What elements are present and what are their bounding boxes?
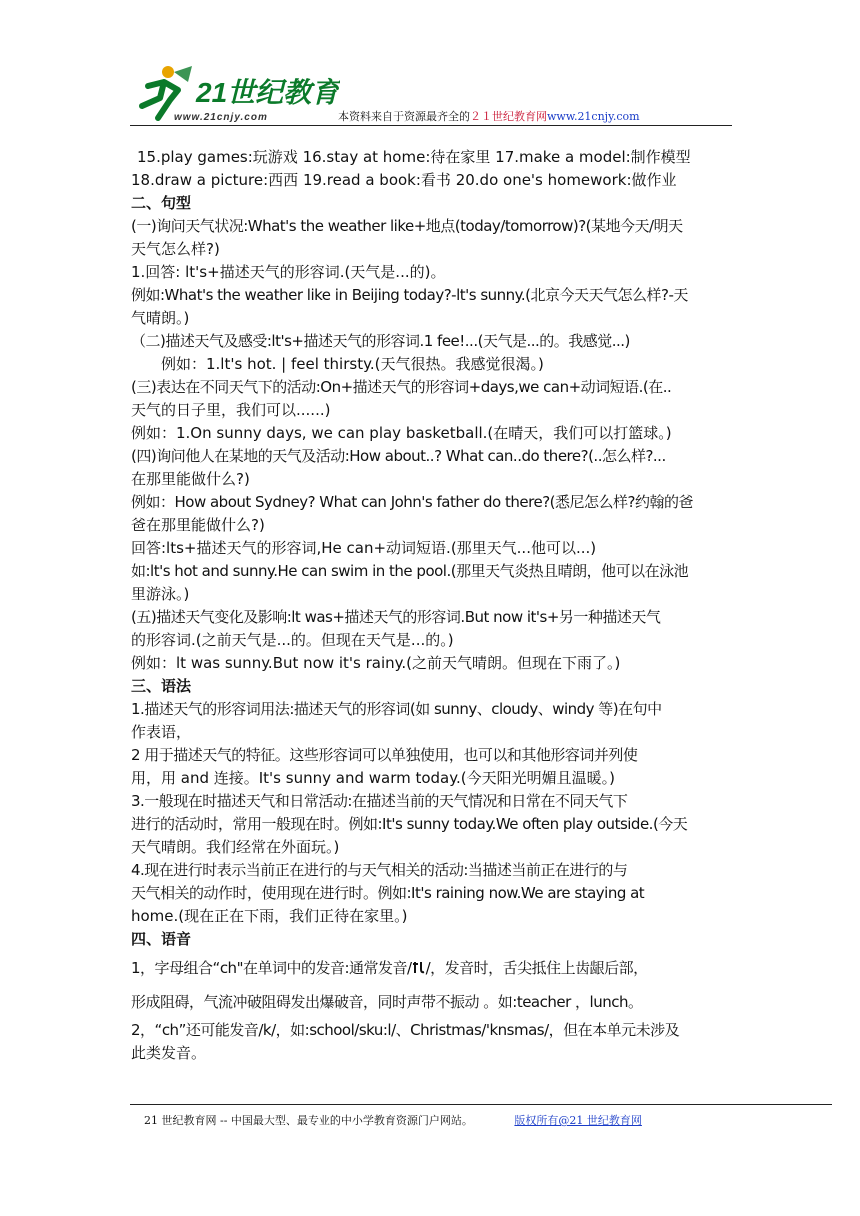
text-line: 回答:lts+描述天气的形容词,He can+动词短语.(那里天气...他可以...) xyxy=(131,539,597,557)
text-line: 气晴朗。) xyxy=(131,309,190,327)
section-heading-pronunciation: 四、语音 xyxy=(131,930,192,948)
text-line: (五)描述天气变化及影响:lt was+描述天气的形容词.But now it's+另一种描述天气 xyxy=(131,608,661,626)
phonetic-symbol-icon xyxy=(412,961,426,975)
document-body xyxy=(131,146,731,1065)
text-line: 例如：1.On sunny days, we can play basketball.(在晴天，我们可以打篮球。) xyxy=(131,424,672,442)
text-line: 2，“ch”还可能发音/k/，如:school/sku:l/、Christmas/'knsmas/，但在本单元未涉及 xyxy=(131,1021,680,1039)
page-footer xyxy=(144,1112,642,1128)
svg-text:www.21cnjy.com: www.21cnjy.com xyxy=(174,112,268,123)
text-line: 进行的活动时，常用一般现在时。例如:It's sunny today.We often play outside.(今天 xyxy=(131,815,688,833)
text-line: 例如:What's the weather like in Beijing today?-lt's sunny.(北京今天天气怎么样?-天 xyxy=(131,286,688,304)
text-line: 的形容词.(之前天气是...的。但现在天气是...的。) xyxy=(131,631,454,649)
text-line: 天气的日子里，我们可以......) xyxy=(131,401,331,419)
running-man-icon xyxy=(142,66,192,118)
header-divider xyxy=(130,125,732,126)
text-line: 在那里能做什么?) xyxy=(131,470,250,488)
text-line: （二)描述天气及感受:lt's+描述天气的形容词.1 fee!...(天气是...的。我感觉...) xyxy=(131,332,630,350)
svg-text:21世纪教育: 21世纪教育 xyxy=(196,77,340,108)
footer-text: 21 世纪教育网 -- 中国最大型、最专业的中小学教育资源门户网站。 xyxy=(144,1114,473,1127)
text-line: 用，用 and 连接。It's sunny and warm today.(今天阳光明媚且温暖。) xyxy=(131,769,615,787)
section-heading-sentences: 二、句型 xyxy=(131,194,192,212)
text-line: 爸在那里能做什么?) xyxy=(131,516,265,534)
text-line: 天气晴朗。我们经常在外面玩。) xyxy=(131,838,340,856)
text-line: (三)表达在不同天气下的活动:On+描述天气的形容词+days,we can+动词短语.(在.. xyxy=(131,378,672,396)
footer-copyright-link[interactable]: 版权所有@21 世纪教育网 xyxy=(514,1114,642,1127)
text-line xyxy=(131,951,731,985)
text-line: 2 用于描述天气的特征。这些形容词可以单独使用，也可以和其他形容词并列使 xyxy=(131,746,638,764)
text-line: (一)询问天气状况:What's the weather like+地点(today/tomorrow)?(某地今天/明天 xyxy=(131,217,683,235)
text-line: 4.现在进行时表示当前正在进行的与天气相关的活动:当描述当前正在进行的与 xyxy=(131,861,628,879)
text-line: 天气怎么样?) xyxy=(131,240,220,258)
text-line: 例如：How about Sydney? What can John's father do there?(悉尼怎么样?约翰的爸 xyxy=(131,493,693,511)
site-logo xyxy=(130,62,340,124)
text-span: 1，字母组合“ch"在单词中的发音:通常发音/ xyxy=(131,959,412,977)
section-heading-grammar: 三、语法 xyxy=(131,677,192,695)
vocab-line: 15.play games:玩游戏 16.stay at home:待在家里 17.make a model:制作模型 xyxy=(137,148,691,166)
text-line: 如:lt's hot and sunny.He can swim in the pool.(那里天气炎热且晴朗，他可以在泳池 xyxy=(131,562,689,580)
vocab-line: 18.draw a picture:西西 19.read a book:看书 20.do one's homework:做作业 xyxy=(131,171,677,189)
text-line: home.(现在正在下雨，我们正待在家里。) xyxy=(131,907,408,925)
header-note-text: 本资料来自于资源最齐全的 xyxy=(338,110,470,123)
text-line: (四)询问他人在某地的天气及活动:How about..? What can..do there?(..怎么样?... xyxy=(131,447,666,465)
text-line: 作表语， xyxy=(131,723,192,741)
text-line: 里游泳。) xyxy=(131,585,190,603)
header-note xyxy=(338,108,640,124)
text-line: 天气相关的动作时，使用现在进行时。例如:It's raining now.We are staying at xyxy=(131,884,645,902)
text-line: 1.回答: lt's+描述天气的形容词.(天气是...的)。 xyxy=(131,263,446,281)
text-span: /，发音时，舌尖抵住上齿龈后部， xyxy=(425,959,648,977)
page-header xyxy=(130,62,732,126)
header-note-site: ２１世纪教育网 xyxy=(470,110,547,123)
text-line: 例如：lt was sunny.But now it's rainy.(之前天气晴朗。但现在下雨了。) xyxy=(131,654,621,672)
text-line: 此类发音。 xyxy=(131,1044,207,1062)
text-line: 形成阻碍，气流冲破阻碍发出爆破音，同时声带不振动 。如:teacher ，lunch。 xyxy=(131,993,643,1011)
header-url-link[interactable]: www.21cnjy.com xyxy=(547,110,640,123)
footer-divider xyxy=(130,1104,832,1105)
text-line: 1.描述天气的形容词用法:描述天气的形容词(如 sunny、cloudy、windy 等)在句中 xyxy=(131,700,662,718)
text-line: 例如：1.lt's hot. | feel thirsty.(天气很热。我感觉很渴。) xyxy=(161,355,544,373)
text-line: 3.一般现在时描述天气和日常活动:在描述当前的天气情况和日常在不同天气下 xyxy=(131,792,628,810)
